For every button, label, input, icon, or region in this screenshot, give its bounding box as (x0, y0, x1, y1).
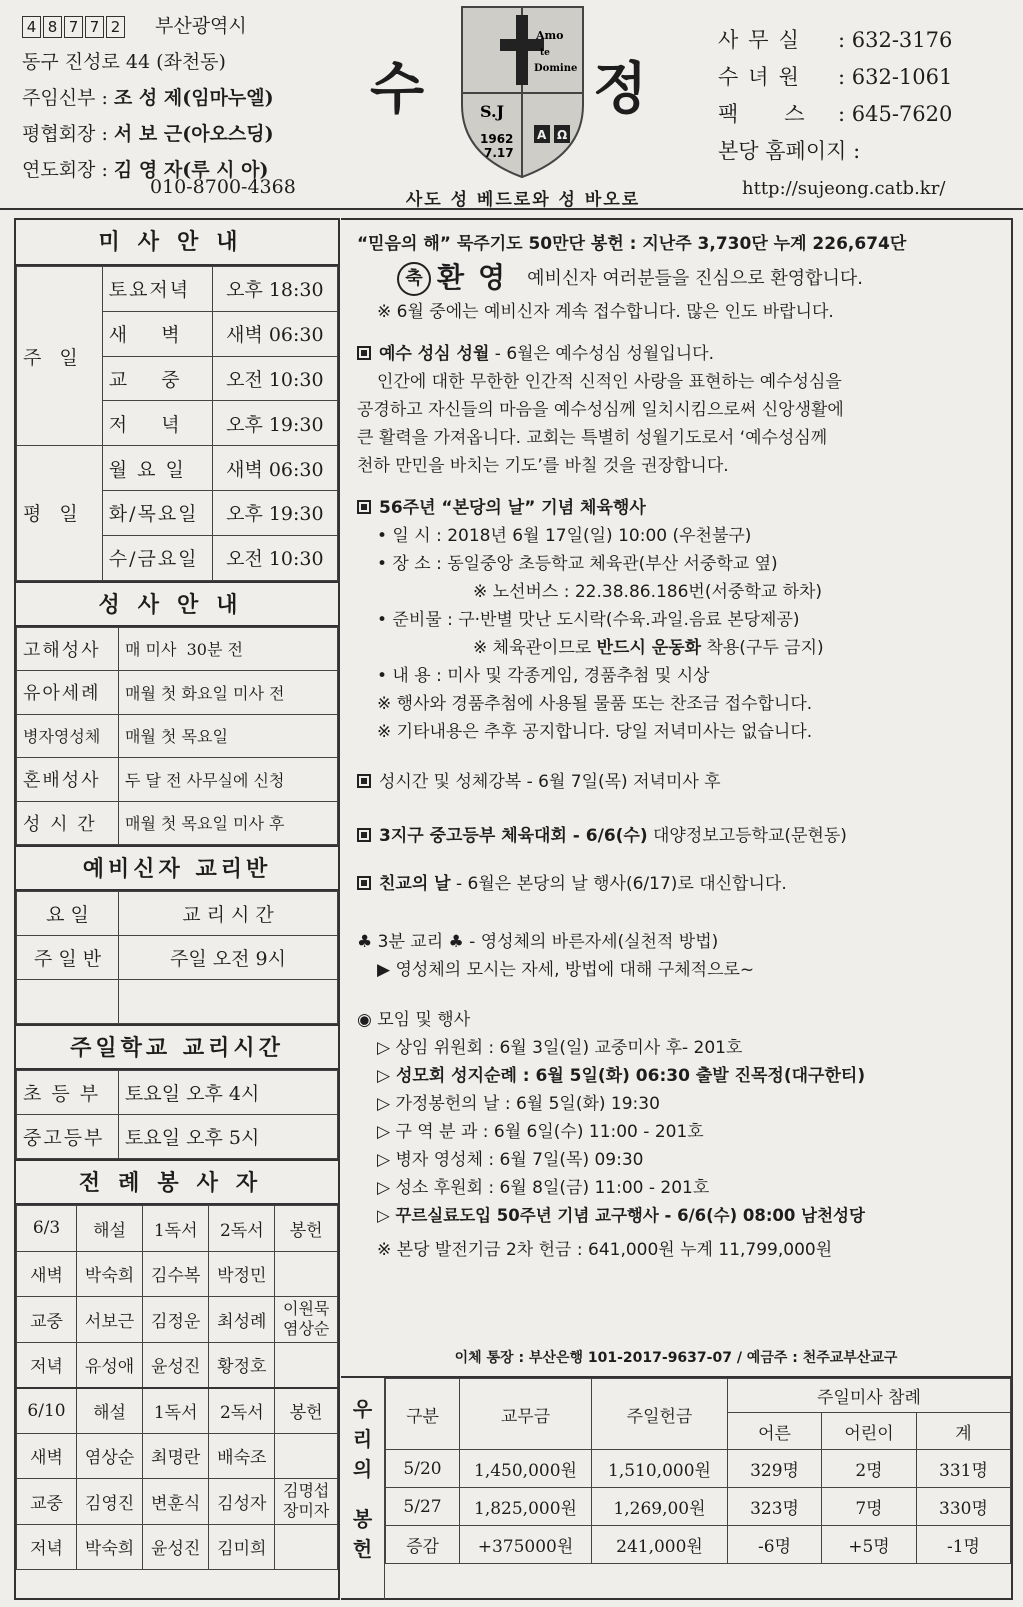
offering-cell: 7명 (822, 1488, 917, 1526)
mass-day: 화/목요일 (102, 490, 212, 535)
fund-notice: ※ 본당 발전기금 2차 헌금 : 641,000원 누계 11,799,000원 (377, 1240, 833, 1260)
sacrament-value: 매월 첫 목요일 미사 후 (119, 801, 338, 845)
server-name: 유성애 (77, 1342, 143, 1388)
postal-digit: 4 (22, 16, 41, 38)
catechumen-title: 예비신자 교리반 (16, 845, 338, 891)
table-row (17, 446, 338, 491)
table-row (17, 1388, 338, 1434)
contact-label: 사무실 (718, 28, 809, 52)
offering-subhead: 어른 (728, 1413, 822, 1450)
official-name: 김 영 자(루 시 아) (113, 159, 269, 181)
notices-column (341, 218, 1013, 1600)
sports-item: • 장 소 : 동일중앙 초등학교 체육관(부산 서중학교 옆) (377, 554, 778, 574)
catechumen-time (119, 980, 338, 1024)
liturgy-servers-table (16, 1205, 338, 1570)
bank-account: 이체 통장 : 부산은행 101-2017-9637-07 / 예금주 : 천주교부산교구 (454, 1350, 898, 1366)
sacrament-name: 유아세례 (17, 671, 119, 715)
table-row (386, 1488, 1011, 1526)
offering-cell: 5/20 (386, 1450, 460, 1488)
catechism-title: ♣ 3분 교리 ♣ - 영성체의 바른자세(실천적 방법) (357, 932, 719, 952)
table-row (17, 801, 338, 845)
mass-day: 교 중 (102, 356, 212, 401)
table-row (17, 1297, 338, 1343)
contact-row (718, 96, 1018, 133)
official-role: 연도회장 (22, 159, 96, 181)
postal-digit: 7 (64, 16, 83, 38)
official-name: 조 성 제(임마누엘) (113, 87, 274, 109)
event-item: ▷ 가정봉헌의 날 : 6월 5일(화) 19:30 (377, 1094, 660, 1114)
offering-cell: -6명 (728, 1526, 822, 1564)
server-name: 이원묵 염상순 (275, 1297, 338, 1343)
side-char: 봉 (352, 1507, 373, 1531)
postal-digit: 2 (106, 16, 125, 38)
table-row (17, 1115, 338, 1159)
event-item: ▷ 병자 영성체 : 6월 7일(목) 09:30 (377, 1150, 644, 1170)
event-item: ▷ 꾸르실료도입 50주년 기념 교구행사 - 6/6(수) 08:00 남천성당 (377, 1206, 865, 1225)
sacred-heart-heading (357, 340, 1003, 368)
server-name: 박정민 (209, 1251, 275, 1297)
holy-hour-text: 성시간 및 성체강복 - 6월 7일(목) 저녁미사 후 (379, 772, 721, 792)
table-row (17, 1479, 338, 1525)
rosary-notice: “믿음의 해” 묵주기도 50만단 봉헌 : 지난주 3,730단 누계 226,674단 (357, 234, 907, 254)
event-item: ▷ 성소 후원회 : 6월 8일(금) 11:00 - 201호 (377, 1178, 710, 1198)
server-name (275, 1524, 338, 1570)
server-name: 김성자 (209, 1479, 275, 1525)
mass-day: 저 녁 (102, 401, 212, 446)
mass-guide-title: 미사안내 (16, 220, 338, 266)
offering-section (341, 1376, 1011, 1600)
sports-shoes (357, 634, 1003, 662)
homepage-label: 본당 홈페이지 : (718, 139, 861, 163)
mass-time: 새벽 06:30 (212, 311, 337, 356)
sacrament-value: 두 달 전 사무실에 신청 (119, 758, 338, 802)
sacred-heart-rest: - 6월은 예수성심 성월입니다. (489, 344, 714, 364)
mass-time: 오전 10:30 (212, 535, 337, 580)
offering-head: 교무금 (460, 1379, 592, 1450)
school-time: 토요일 오후 4시 (119, 1071, 338, 1115)
offering-subhead: 어린이 (822, 1413, 917, 1450)
homepage-link[interactable]: http://sujeong.catb.kr/ (742, 178, 946, 199)
official-role: 평협회장 (22, 123, 96, 145)
mass-time: 새벽 06:30 (212, 446, 337, 491)
official-name: 서 보 근(아오스딩) (113, 123, 274, 145)
side-char: 의 (352, 1457, 373, 1481)
official-row: 주임신부 : 조 성 제(임마누엘) (22, 87, 274, 109)
logo-char-left: 수 (370, 56, 425, 122)
sports-shoes-post: 착용(구두 금지) (701, 638, 824, 658)
official-role: 주임신부 (22, 87, 96, 109)
district-notice (357, 822, 1003, 850)
server-name: 박숙희 (77, 1524, 143, 1570)
sacrament-value: 매 미사 30분 전 (119, 627, 338, 671)
contact-value: : 632-3176 (838, 28, 953, 52)
sacrament-table (16, 627, 338, 846)
mass-schedule-table (16, 266, 338, 581)
event-item: ▷ 상임 위원회 : 6월 3일(일) 교중미사 후- 201호 (377, 1038, 743, 1058)
server-mass: 새벽 (17, 1433, 77, 1479)
table-row (17, 1342, 338, 1388)
server-name: 윤성진 (143, 1524, 209, 1570)
table-row (17, 1524, 338, 1570)
contact-phone: 010-8700-4368 (150, 176, 296, 198)
office-contacts (718, 22, 1018, 207)
server-mass: 저녁 (17, 1342, 77, 1388)
mass-time: 오전 10:30 (212, 356, 337, 401)
server-name: 박숙희 (77, 1251, 143, 1297)
welcome-note: ※ 6월 중에는 예비신자 계속 접수합니다. 많은 인도 바랍니다. (377, 302, 834, 322)
sports-bus: ※ 노선버스 : 22.38.86.186번(서중학교 하차) (473, 582, 823, 602)
contact-value: : 632-1061 (838, 65, 953, 89)
mass-day: 새 벽 (102, 311, 212, 356)
table-row (386, 1450, 1011, 1488)
sports-shoes-pre: ※ 체육관이므로 (473, 638, 597, 658)
table-row (386, 1379, 1011, 1413)
table-row (386, 1526, 1011, 1564)
server-name: 김명섭 장미자 (275, 1479, 338, 1525)
catechism-text: ▶ 영성체의 모시는 자세, 방법에 대해 구체적으로~ (377, 960, 755, 980)
sacred-heart-line: 공경하고 자신들의 마음을 예수성심께 일치시킴으로써 신앙생활에 (357, 400, 844, 420)
welcome-notice (397, 262, 1003, 296)
mass-day: 토요저녁 (102, 267, 212, 312)
schedule-column (14, 218, 340, 1600)
welcome-text: 예비신자 여러분들을 진심으로 환영합니다. (527, 268, 863, 289)
mass-day: 월 요 일 (102, 446, 212, 491)
server-name: 황정호 (209, 1342, 275, 1388)
offering-cell: 331명 (916, 1450, 1010, 1488)
server-name: 최명란 (143, 1433, 209, 1479)
sunday-school-title: 주일학교 교리시간 (16, 1024, 338, 1070)
table-row (17, 980, 338, 1024)
offering-cell: +375000원 (460, 1526, 592, 1564)
side-char: 리 (352, 1427, 373, 1451)
liturgy-servers-title: 전례봉사자 (16, 1159, 338, 1205)
offering-cell: 241,000원 (592, 1526, 728, 1564)
server-head: 2독서 (209, 1388, 275, 1434)
postal-digit: 7 (85, 16, 104, 38)
logo-caption: 사도 성 베드로와 성 바오로 (405, 190, 641, 210)
logo-alpha: A (537, 128, 547, 142)
table-row (17, 892, 338, 936)
server-head: 해설 (77, 1388, 143, 1434)
server-name (275, 1251, 338, 1297)
bullet-square-icon (357, 876, 371, 890)
table-row (17, 936, 338, 980)
server-head: 6/3 (17, 1206, 77, 1252)
official-row: 평협회장 : 서 보 근(아오스딩) (22, 123, 274, 145)
offering-cell: 1,510,000원 (592, 1450, 728, 1488)
contact-label: 수녀원 (718, 65, 809, 89)
school-time: 토요일 오후 5시 (119, 1115, 338, 1159)
sports-title: 56주년 “본당의 날” 기념 체육행사 (379, 498, 646, 518)
server-name: 김정운 (143, 1297, 209, 1343)
official-row: 연도회장 : 김 영 자(루 시 아) (22, 159, 269, 181)
holy-hour-notice (357, 768, 1003, 796)
sports-prep: • 준비물 : 구·반별 맛난 도시락(수육.과일.음료 본당제공) (377, 610, 800, 630)
fellowship-title: 친교의 날 (379, 874, 451, 894)
server-head: 1독서 (143, 1388, 209, 1434)
catechumen-table (16, 891, 338, 1024)
offering-subhead: 계 (916, 1413, 1010, 1450)
server-head: 봉헌 (275, 1388, 338, 1434)
server-name: 최성례 (209, 1297, 275, 1343)
server-head: 봉헌 (275, 1206, 338, 1252)
sports-heading (357, 494, 1003, 522)
table-row (17, 267, 338, 312)
server-name (275, 1433, 338, 1479)
sports-note: ※ 행사와 경품추첨에 사용될 물품 또는 찬조금 접수합니다. (377, 694, 813, 714)
logo-founded: 1962 (480, 132, 514, 146)
parish-info (22, 8, 362, 188)
fellowship-notice (357, 870, 1003, 898)
mass-time: 오후 18:30 (212, 267, 337, 312)
weekday-label: 평일 (17, 446, 103, 580)
sports-shoes-bold: 반드시 운동화 (596, 638, 702, 658)
contact-row (718, 59, 1018, 96)
server-mass: 교중 (17, 1479, 77, 1525)
contact-row (718, 22, 1018, 59)
mass-time: 오후 19:30 (212, 401, 337, 446)
table-row (17, 758, 338, 802)
bullet-square-icon (357, 500, 371, 514)
server-head: 해설 (77, 1206, 143, 1252)
side-char: 우 (352, 1397, 373, 1421)
events-title: ◉ 모임 및 행사 (357, 1010, 471, 1030)
mass-time: 오후 19:30 (212, 490, 337, 535)
parish-crest-icon (460, 5, 585, 180)
contact-value: : 645-7620 (838, 102, 953, 126)
server-mass: 저녁 (17, 1524, 77, 1570)
sacred-heart-title: 예수 성심 성월 (379, 344, 490, 364)
parish-logo (365, 5, 675, 210)
sports-item: • 일 시 : 2018년 6월 17일(일) 10:00 (우천불구) (377, 526, 752, 546)
table-row (17, 627, 338, 671)
celebration-badge: 축 (397, 262, 431, 296)
catechumen-class (17, 980, 119, 1024)
logo-motto: te (540, 48, 550, 58)
sacrament-value: 매월 첫 화요일 미사 전 (119, 671, 338, 715)
server-name (275, 1342, 338, 1388)
sacrament-guide-title: 성사안내 (16, 581, 338, 627)
catechumen-head: 요 일 (17, 892, 119, 936)
bullet-square-icon (357, 828, 371, 842)
server-name: 김미희 (209, 1524, 275, 1570)
offering-table (385, 1378, 1011, 1564)
catechumen-class: 주 일 반 (17, 936, 119, 980)
bullet-square-icon (357, 774, 371, 788)
table-row (17, 714, 338, 758)
postal-digit: 8 (43, 16, 62, 38)
offering-cell: 1,450,000원 (460, 1450, 592, 1488)
offering-cell: -1명 (916, 1526, 1010, 1564)
mass-day: 수/금요일 (102, 535, 212, 580)
contact-label: 팩스 (718, 102, 851, 126)
catechumen-time: 주일 오전 9시 (119, 936, 338, 980)
sacrament-value: 매월 첫 목요일 (119, 714, 338, 758)
table-row (17, 1071, 338, 1115)
sunday-school-table (16, 1070, 338, 1159)
notices-body (357, 230, 1003, 1264)
offering-head: 구분 (386, 1379, 460, 1450)
offering-cell: 330명 (916, 1488, 1010, 1526)
logo-motto: Amo (536, 29, 564, 42)
event-item: ▷ 성모회 성지순례 : 6월 5일(화) 06:30 출발 진목정(대구한티) (377, 1066, 866, 1086)
fellowship-rest: - 6월은 본당의 날 행사(6/17)로 대신합니다. (450, 874, 787, 894)
school-division: 중고등부 (17, 1115, 119, 1159)
sacred-heart-line: 큰 활력을 가져옵니다. 교회는 특별히 성월기도로서 ‘예수성심께 (357, 428, 828, 448)
server-name: 서보근 (77, 1297, 143, 1343)
server-mass: 새벽 (17, 1251, 77, 1297)
table-row (17, 1251, 338, 1297)
table-row (17, 1206, 338, 1252)
server-head: 2독서 (209, 1206, 275, 1252)
sacred-heart-line: 천하 만민을 바치는 기도’를 바칠 것을 권장합니다. (357, 456, 729, 476)
server-mass: 교중 (17, 1297, 77, 1343)
server-name: 김영진 (77, 1479, 143, 1525)
sports-content: • 내 용 : 미사 및 각종게임, 경품추첨 및 시상 (377, 666, 710, 686)
offering-side-label (341, 1378, 385, 1600)
server-head: 6/10 (17, 1388, 77, 1434)
server-name: 염상순 (77, 1433, 143, 1479)
server-name: 윤성진 (143, 1342, 209, 1388)
city: 부산광역시 (155, 15, 247, 37)
server-name: 김수복 (143, 1251, 209, 1297)
logo-founded: 7.17 (484, 146, 514, 160)
offering-cell: 323명 (728, 1488, 822, 1526)
district-title: 3지구 중고등부 체육대회 - 6/6(수) (379, 826, 648, 846)
postal-code (22, 16, 125, 38)
server-name: 배숙조 (209, 1433, 275, 1479)
table-row (17, 1433, 338, 1479)
sacrament-name: 고해성사 (17, 627, 119, 671)
sacrament-name: 혼배성사 (17, 758, 119, 802)
table-row (17, 671, 338, 715)
bulletin-header (0, 0, 1023, 210)
sacrament-name: 성 시 간 (17, 801, 119, 845)
offering-head: 주일헌금 (592, 1379, 728, 1450)
offering-cell: +5명 (822, 1526, 917, 1564)
logo-char-right: 정 (593, 56, 648, 122)
address: 동구 진성로 44 (좌천동) (22, 51, 226, 73)
logo-motto: Domine (534, 63, 578, 74)
district-rest: 대양정보고등학교(문현동) (647, 826, 847, 846)
sports-note: ※ 기타내용은 추후 공지합니다. 당일 저녁미사는 없습니다. (377, 722, 813, 742)
sacrament-name: 병자영성체 (17, 714, 119, 758)
offering-cell: 1,825,000원 (460, 1488, 592, 1526)
logo-omega: Ω (557, 128, 568, 142)
offering-cell: 2명 (822, 1450, 917, 1488)
logo-initials: S.J (480, 102, 505, 121)
offering-head: 주일미사 참례 (728, 1379, 1011, 1413)
bullet-square-icon (357, 346, 371, 360)
offering-cell: 증감 (386, 1526, 460, 1564)
offering-cell: 329명 (728, 1450, 822, 1488)
event-item: ▷ 구 역 분 과 : 6월 6일(수) 11:00 - 201호 (377, 1122, 704, 1142)
server-head: 1독서 (143, 1206, 209, 1252)
server-name: 변훈식 (143, 1479, 209, 1525)
school-division: 초 등 부 (17, 1071, 119, 1115)
side-char: 헌 (352, 1537, 373, 1561)
offering-cell: 5/27 (386, 1488, 460, 1526)
sacred-heart-line: 인간에 대한 무한한 인간적 신적인 사랑을 표현하는 예수성심을 (377, 372, 842, 392)
sunday-label: 주일 (17, 267, 103, 446)
welcome-title: 환영 (437, 261, 520, 294)
offering-cell: 1,269,00원 (592, 1488, 728, 1526)
catechumen-head: 교 리 시 간 (119, 892, 338, 936)
